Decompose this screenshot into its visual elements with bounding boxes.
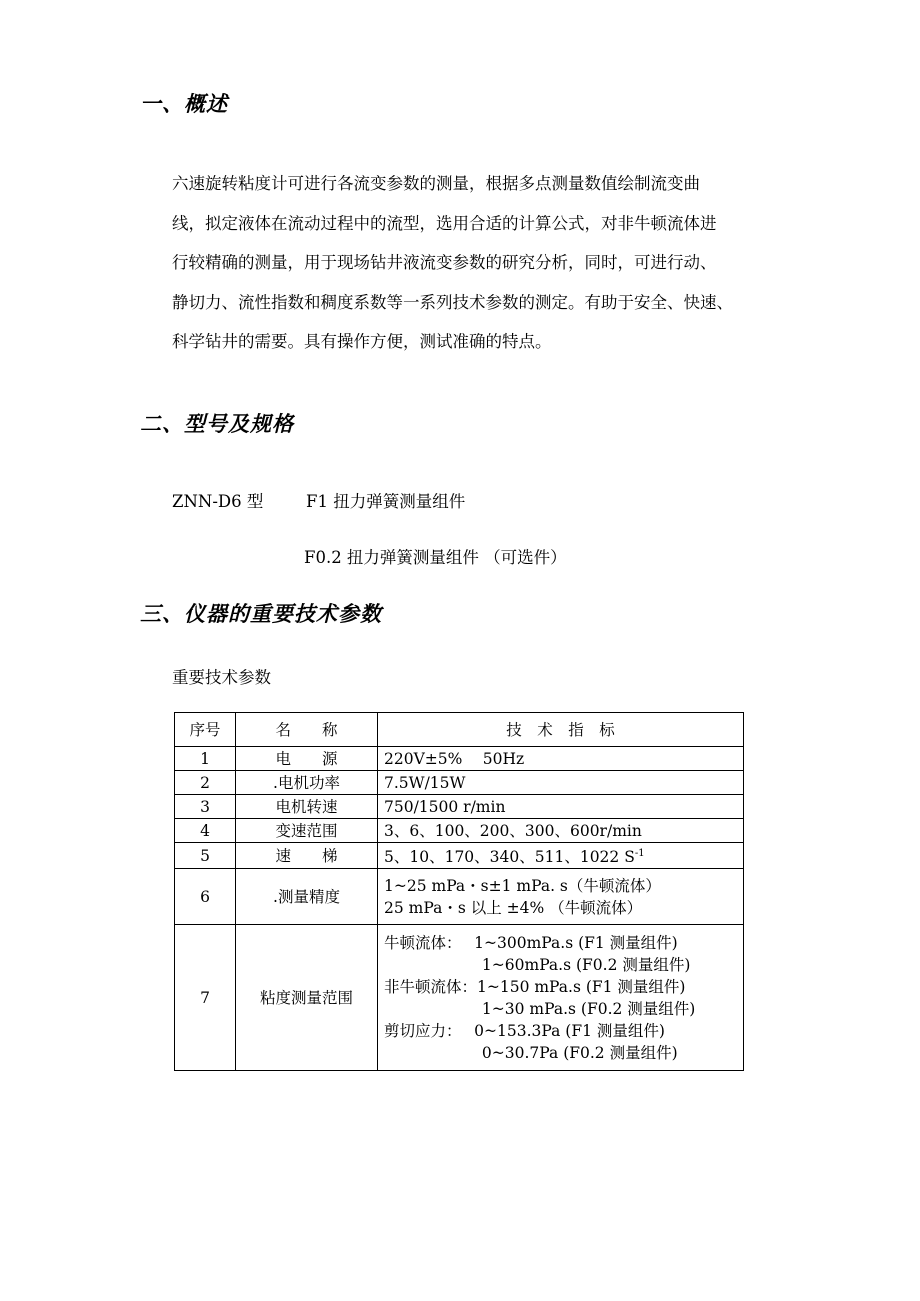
table-row xyxy=(175,795,744,819)
spec-table xyxy=(174,712,744,1071)
section-1-paragraph xyxy=(172,164,792,362)
model-name: ZNN-D6 型 xyxy=(172,492,264,511)
table-row xyxy=(175,869,744,925)
row-name: 电机转速 xyxy=(236,795,378,819)
paragraph-line: 静切力、流性指数和稠度系数等一系列技术参数的测定。有助于安全、快速、 xyxy=(172,292,733,312)
header-spec: 技 术 指 标 xyxy=(378,713,744,747)
table-row xyxy=(175,747,744,771)
section-2-heading: 二、型号及规格 xyxy=(140,412,294,436)
header-name: 名 称 xyxy=(236,713,378,747)
row-no: 1 xyxy=(175,747,236,771)
spec-line: 1~30 mPa.s (F0.2 测量组件) xyxy=(384,999,696,1018)
row-no: 7 xyxy=(175,925,236,1071)
spec-line: 非牛顿流体：1~150 mPa.s (F1 测量组件) xyxy=(384,977,686,996)
paragraph-line: 六速旋转粘度计可进行各流变参数的测量，根据多点测量数值绘制流变曲 xyxy=(172,174,700,193)
row-no: 4 xyxy=(175,819,236,843)
spec-line: 1~25 mPa・s±1 mPa. s（牛顿流体） xyxy=(384,876,661,895)
row-no: 6 xyxy=(175,869,236,925)
spec-text: 5、10、170、340、511、1022 S xyxy=(384,848,635,867)
spec-line: 剪切应力： 0~153.3Pa (F1 测量组件) xyxy=(384,1021,665,1040)
row-name: .测量精度 xyxy=(236,869,378,925)
superscript: -1 xyxy=(634,848,645,859)
row-no: 3 xyxy=(175,795,236,819)
row-spec: 3、6、100、200、300、600r/min xyxy=(378,819,744,843)
paragraph-line: 线，拟定液体在流动过程中的流型，选用合适的计算公式，对非牛顿流体进 xyxy=(172,213,717,233)
table-row xyxy=(175,925,744,1071)
row-name: 变速范围 xyxy=(236,819,378,843)
table-header-row xyxy=(175,713,744,747)
row-name: .电机功率 xyxy=(236,771,378,795)
row-name: 速 梯 xyxy=(236,843,378,869)
row-spec: 220V±5% 50Hz xyxy=(378,747,744,771)
paragraph-line: 行较精确的测量，用于现场钻井液流变参数的研究分析，同时，可进行动、 xyxy=(172,253,717,272)
table-row xyxy=(175,771,744,795)
spec-line: 牛顿流体： 1~300mPa.s (F1 测量组件) xyxy=(384,933,678,952)
option-f1: F1 扭力弹簧测量组件 xyxy=(306,492,466,511)
spec-line: 1~60mPa.s (F0.2 测量组件) xyxy=(384,955,691,974)
row-spec xyxy=(378,925,744,1071)
row-name: 粘度测量范围 xyxy=(236,925,378,1071)
row-spec: 7.5W/15W xyxy=(378,771,744,795)
row-no: 5 xyxy=(175,843,236,869)
row-no: 2 xyxy=(175,771,236,795)
section-1-heading: 一、概述 xyxy=(140,92,228,116)
spec-line: 25 mPa・s 以上 ±4% （牛顿流体） xyxy=(384,898,643,917)
option-f02: F0.2 扭力弹簧测量组件 （可选件） xyxy=(304,548,567,567)
row-name: 电 源 xyxy=(236,747,378,771)
header-no: 序号 xyxy=(175,713,236,747)
row-spec xyxy=(378,869,744,925)
table-row xyxy=(175,843,744,869)
row-spec: 750/1500 r/min xyxy=(378,795,744,819)
row-spec xyxy=(378,843,744,869)
table-row xyxy=(175,819,744,843)
spec-line: 0~30.7Pa (F0.2 测量组件) xyxy=(384,1043,678,1062)
paragraph-line: 科学钻井的需要。具有操作方便，测试准确的特点。 xyxy=(172,332,552,351)
table-caption: 重要技术参数 xyxy=(172,668,271,687)
section-3-heading: 三、仪器的重要技术参数 xyxy=(140,602,382,626)
